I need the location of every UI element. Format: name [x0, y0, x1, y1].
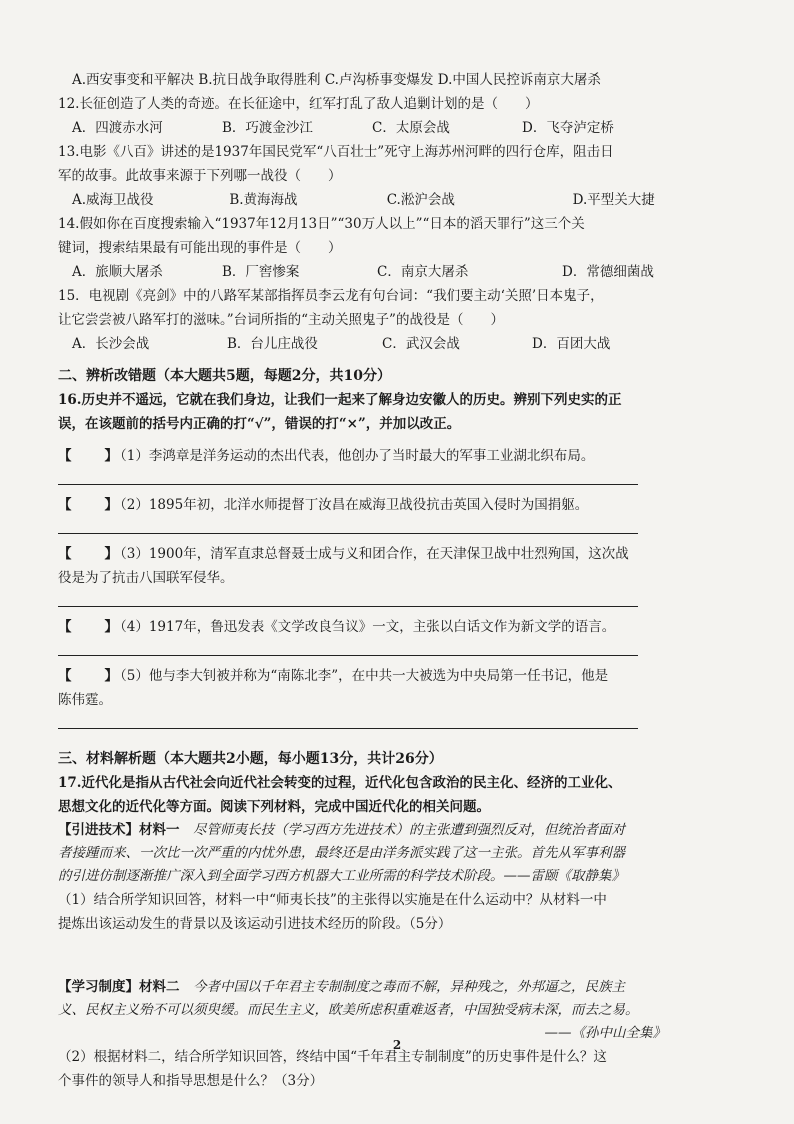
answer-line-1[interactable]	[58, 472, 638, 485]
material-1-label: 【引进技术】材料一	[58, 822, 180, 838]
sub-question-2-line-1: （2）根据材料二，结合所学知识回答，终结中国“千年君主专制制度”的历史事件是什么？这	[58, 1049, 607, 1065]
answer-bracket[interactable]: 【 】	[58, 619, 120, 635]
q13-option-d: D.平型关大捷	[572, 192, 655, 208]
q12-stem: 12.长征创造了人类的奇迹。在长征途中，红军打乱了敌人追剿计划的是（ ）	[58, 96, 539, 112]
q12-option-d: D．飞夺泸定桥	[522, 120, 614, 136]
q13-option-b: B.黄海海战	[229, 192, 298, 208]
material-2-line-1: 【学习制度】材料二 今者中国以千年君主专制制度之毒而不解，异种残之，外邦逼之，民族主	[58, 979, 625, 995]
q14-stem-2: 键词，搜索结果最有可能出现的事件是（ ）	[58, 240, 342, 256]
q15-option-d: D．百团大战	[532, 336, 611, 352]
answer-bracket[interactable]: 【 】	[58, 546, 120, 562]
q16-item-5-cont: 陈伟霆。	[58, 692, 112, 708]
answer-bracket[interactable]: 【 】	[58, 448, 120, 464]
q13-stem-1: 13.电影《八百》讲述的是1937年国民党军“八百壮士”死守上海苏州河畔的四行仓库，阻击日	[58, 144, 614, 160]
q15-options	[58, 332, 730, 356]
answer-bracket[interactable]: 【 】	[58, 497, 120, 513]
q12-options	[58, 116, 730, 140]
answer-line-2[interactable]	[58, 521, 638, 534]
material-2-citation: ——《孙中山全集》	[544, 1025, 666, 1041]
q17-stem-2: 思想文化的近代化等方面。阅读下列材料，完成中国近代化的相关问题。	[58, 799, 490, 815]
q12-option-c: C．太原会战	[372, 120, 450, 136]
q15-option-a: A．长沙会战	[72, 336, 150, 352]
material-1-line-2: 者接踵而来、一次比一次严重的内忧外患，最终还是由洋务派实践了这一主张。首先从军事利器	[58, 845, 625, 861]
q15-stem-2: 让它尝尝被八路军打的滋味。”台词所指的“主动关照鬼子”的战役是（ ）	[58, 312, 504, 328]
section-3-heading: 三、材料解析题（本大题共2小题，每小题13分，共计26分）	[58, 751, 443, 767]
q13-option-a: A.威海卫战役	[72, 192, 154, 208]
q12-option-a: A．四渡赤水河	[72, 120, 163, 136]
q14-option-a: A．旅顺大屠杀	[72, 264, 163, 280]
q16-item-3-cont: 役是为了抗击八国联军侵华。	[58, 570, 234, 586]
q16-item-1: 【 】（1）李鸿章是洋务运动的杰出代表，他创办了当时最大的军事工业湖北织布局。	[58, 448, 595, 464]
q14-option-d: D．常德细菌战	[562, 264, 654, 280]
q13-options	[58, 188, 730, 212]
q12-option-b: B．巧渡金沙江	[222, 120, 313, 136]
q15-option-b: B．台儿庄战役	[227, 336, 318, 352]
q13-stem-2: 军的故事。此故事来源于下列哪一战役（ ）	[58, 168, 342, 184]
q14-stem-1: 14.假如你在百度搜索输入“1937年12月13日”“30万人以上”“日本的滔天罪行”这三个关	[58, 216, 585, 232]
answer-line-3[interactable]	[58, 594, 638, 607]
q11-options: A.西安事变和平解决 B.抗日战争取得胜利 C.卢沟桥事变爆发 D.中国人民控诉南京大屠杀	[72, 72, 601, 88]
q14-option-c: C．南京大屠杀	[377, 264, 469, 280]
material-1-line-1: 【引进技术】材料一 尽管师夷长技（学习西方先进技术）的主张遭到强烈反对，但统治者面对	[58, 822, 625, 838]
material-2-label: 【学习制度】材料二	[58, 979, 180, 995]
answer-line-4[interactable]	[58, 643, 638, 656]
answer-bracket[interactable]: 【 】	[58, 668, 120, 684]
q15-option-c: C．武汉会战	[382, 336, 460, 352]
sub-question-1-line-2: 提炼出该运动发生的背景以及该运动引进技术经历的阶段。（5分）	[58, 916, 452, 932]
q16-item-5: 【 】（5）他与李大钊被并称为“南陈北李”，在中共一大被选为中央局第一任书记，他是	[58, 668, 609, 684]
q16-item-4: 【 】（4）1917年，鲁迅发表《文学改良刍议》一文，主张以白话文作为新文学的语言。	[58, 619, 616, 635]
q16-item-3: 【 】（3）1900年，清军直隶总督聂士成与义和团合作，在天津保卫战中壮烈殉国，这次战	[58, 546, 629, 562]
answer-space-1[interactable]	[58, 936, 730, 976]
section-2-heading: 二、辨析改错题（本大题共5题，每题2分，共10分）	[58, 368, 391, 384]
q13-option-c: C.淞沪会战	[386, 192, 455, 208]
q16-item-2: 【 】（2）1895年初，北洋水师提督丁汝昌在威海卫战役抗击英国入侵时为国捐躯。	[58, 497, 589, 513]
q14-option-b: B．厂窖惨案	[222, 264, 300, 280]
sub-question-2-line-2: 个事件的领导人和指导思想是什么？（3分）	[58, 1073, 324, 1089]
material-1-line-3: 的引进仿制逐渐推广深入到全面学习西方机器大工业所需的科学技术阶段。——雷颐《取静集》	[58, 868, 625, 884]
q17-stem-1: 17.近代化是指从古代社会向近代社会转变的过程，近代化包含政治的民主化、经济的工业化、	[58, 775, 622, 791]
q14-options	[58, 260, 730, 284]
q16-intro-2: 误，在该题前的括号内正确的打“√”，错误的打“×”，并加以改正。	[58, 416, 461, 432]
page-number: 2	[392, 1038, 402, 1052]
q16-intro-1: 16.历史并不遥远，它就在我们身边，让我们一起来了解身边安徽人的历史。辨别下列史实的正	[58, 392, 622, 408]
answer-line-5[interactable]	[58, 716, 638, 729]
q15-stem-1: 15．电视剧《亮剑》中的八路军某部指挥员李云龙有句台词：“我们要主动‘关照’日本鬼子，	[58, 288, 604, 304]
sub-question-1-line-1: （1）结合所学知识回答，材料一中“师夷长技”的主张得以实施是在什么运动中？从材料一中	[58, 892, 607, 908]
material-2-line-2: 义、民权主义殆不可以须臾缓。而民生主义，欧美所虑积重难返者，中国独受病未深，而去之易。	[58, 1002, 639, 1018]
